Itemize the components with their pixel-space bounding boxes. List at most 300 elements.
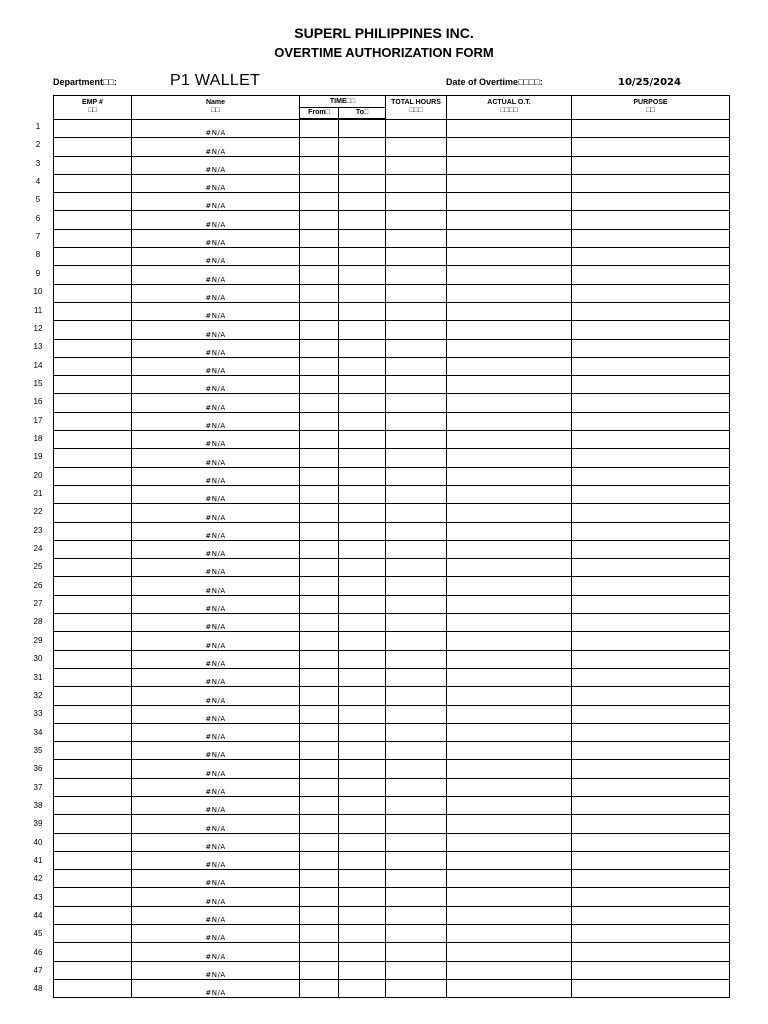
from-cell[interactable]	[300, 778, 339, 796]
name-cell[interactable]: #N/A	[132, 284, 300, 302]
to-cell[interactable]	[339, 851, 386, 869]
to-cell[interactable]	[339, 504, 386, 522]
to-cell[interactable]	[339, 321, 386, 339]
to-cell[interactable]	[339, 248, 386, 266]
purpose-cell[interactable]	[572, 284, 730, 302]
total-hours-cell[interactable]	[386, 357, 447, 375]
actual-ot-cell[interactable]	[447, 119, 572, 138]
actual-ot-cell[interactable]	[447, 943, 572, 961]
name-cell[interactable]: #N/A	[132, 925, 300, 943]
to-cell[interactable]	[339, 174, 386, 192]
from-cell[interactable]	[300, 266, 339, 284]
to-cell[interactable]	[339, 760, 386, 778]
to-cell[interactable]	[339, 796, 386, 814]
to-cell[interactable]	[339, 778, 386, 796]
from-cell[interactable]	[300, 870, 339, 888]
actual-ot-cell[interactable]	[447, 540, 572, 558]
actual-ot-cell[interactable]	[447, 925, 572, 943]
from-cell[interactable]	[300, 961, 339, 979]
actual-ot-cell[interactable]	[447, 431, 572, 449]
name-cell[interactable]: #N/A	[132, 906, 300, 924]
from-cell[interactable]	[300, 705, 339, 723]
from-cell[interactable]	[300, 156, 339, 174]
name-cell[interactable]: #N/A	[132, 412, 300, 430]
purpose-cell[interactable]	[572, 833, 730, 851]
from-cell[interactable]	[300, 229, 339, 247]
from-cell[interactable]	[300, 559, 339, 577]
emp-cell[interactable]	[54, 211, 132, 229]
emp-cell[interactable]	[54, 577, 132, 595]
purpose-cell[interactable]	[572, 906, 730, 924]
emp-cell[interactable]	[54, 778, 132, 796]
from-cell[interactable]	[300, 796, 339, 814]
to-cell[interactable]	[339, 979, 386, 997]
actual-ot-cell[interactable]	[447, 668, 572, 686]
emp-cell[interactable]	[54, 229, 132, 247]
total-hours-cell[interactable]	[386, 687, 447, 705]
from-cell[interactable]	[300, 943, 339, 961]
purpose-cell[interactable]	[572, 302, 730, 320]
to-cell[interactable]	[339, 522, 386, 540]
purpose-cell[interactable]	[572, 870, 730, 888]
from-cell[interactable]	[300, 376, 339, 394]
purpose-cell[interactable]	[572, 668, 730, 686]
actual-ot-cell[interactable]	[447, 705, 572, 723]
purpose-cell[interactable]	[572, 485, 730, 503]
to-cell[interactable]	[339, 376, 386, 394]
actual-ot-cell[interactable]	[447, 193, 572, 211]
emp-cell[interactable]	[54, 925, 132, 943]
to-cell[interactable]	[339, 119, 386, 138]
name-cell[interactable]: #N/A	[132, 961, 300, 979]
purpose-cell[interactable]	[572, 376, 730, 394]
total-hours-cell[interactable]	[386, 412, 447, 430]
from-cell[interactable]	[300, 668, 339, 686]
total-hours-cell[interactable]	[386, 138, 447, 156]
purpose-cell[interactable]	[572, 595, 730, 613]
actual-ot-cell[interactable]	[447, 851, 572, 869]
emp-cell[interactable]	[54, 815, 132, 833]
name-cell[interactable]: #N/A	[132, 394, 300, 412]
to-cell[interactable]	[339, 833, 386, 851]
from-cell[interactable]	[300, 833, 339, 851]
emp-cell[interactable]	[54, 888, 132, 906]
purpose-cell[interactable]	[572, 229, 730, 247]
to-cell[interactable]	[339, 906, 386, 924]
emp-cell[interactable]	[54, 851, 132, 869]
name-cell[interactable]: #N/A	[132, 266, 300, 284]
purpose-cell[interactable]	[572, 979, 730, 997]
to-cell[interactable]	[339, 870, 386, 888]
actual-ot-cell[interactable]	[447, 614, 572, 632]
from-cell[interactable]	[300, 284, 339, 302]
emp-cell[interactable]	[54, 302, 132, 320]
emp-cell[interactable]	[54, 961, 132, 979]
actual-ot-cell[interactable]	[447, 266, 572, 284]
purpose-cell[interactable]	[572, 577, 730, 595]
emp-cell[interactable]	[54, 248, 132, 266]
from-cell[interactable]	[300, 174, 339, 192]
name-cell[interactable]: #N/A	[132, 888, 300, 906]
name-cell[interactable]: #N/A	[132, 815, 300, 833]
actual-ot-cell[interactable]	[447, 888, 572, 906]
from-cell[interactable]	[300, 687, 339, 705]
total-hours-cell[interactable]	[386, 302, 447, 320]
actual-ot-cell[interactable]	[447, 687, 572, 705]
name-cell[interactable]: #N/A	[132, 138, 300, 156]
purpose-cell[interactable]	[572, 467, 730, 485]
total-hours-cell[interactable]	[386, 119, 447, 138]
purpose-cell[interactable]	[572, 614, 730, 632]
total-hours-cell[interactable]	[386, 888, 447, 906]
emp-cell[interactable]	[54, 668, 132, 686]
total-hours-cell[interactable]	[386, 778, 447, 796]
to-cell[interactable]	[339, 614, 386, 632]
total-hours-cell[interactable]	[386, 614, 447, 632]
name-cell[interactable]: #N/A	[132, 614, 300, 632]
to-cell[interactable]	[339, 668, 386, 686]
purpose-cell[interactable]	[572, 357, 730, 375]
from-cell[interactable]	[300, 925, 339, 943]
total-hours-cell[interactable]	[386, 815, 447, 833]
total-hours-cell[interactable]	[386, 174, 447, 192]
total-hours-cell[interactable]	[386, 961, 447, 979]
emp-cell[interactable]	[54, 540, 132, 558]
actual-ot-cell[interactable]	[447, 321, 572, 339]
emp-cell[interactable]	[54, 119, 132, 138]
name-cell[interactable]: #N/A	[132, 943, 300, 961]
name-cell[interactable]: #N/A	[132, 979, 300, 997]
from-cell[interactable]	[300, 394, 339, 412]
to-cell[interactable]	[339, 687, 386, 705]
emp-cell[interactable]	[54, 614, 132, 632]
actual-ot-cell[interactable]	[447, 467, 572, 485]
actual-ot-cell[interactable]	[447, 723, 572, 741]
name-cell[interactable]: #N/A	[132, 540, 300, 558]
actual-ot-cell[interactable]	[447, 833, 572, 851]
name-cell[interactable]: #N/A	[132, 449, 300, 467]
total-hours-cell[interactable]	[386, 229, 447, 247]
name-cell[interactable]: #N/A	[132, 851, 300, 869]
actual-ot-cell[interactable]	[447, 174, 572, 192]
total-hours-cell[interactable]	[386, 376, 447, 394]
purpose-cell[interactable]	[572, 174, 730, 192]
emp-cell[interactable]	[54, 485, 132, 503]
emp-cell[interactable]	[54, 522, 132, 540]
to-cell[interactable]	[339, 467, 386, 485]
total-hours-cell[interactable]	[386, 339, 447, 357]
name-cell[interactable]: #N/A	[132, 742, 300, 760]
from-cell[interactable]	[300, 979, 339, 997]
total-hours-cell[interactable]	[386, 431, 447, 449]
to-cell[interactable]	[339, 943, 386, 961]
name-cell[interactable]: #N/A	[132, 339, 300, 357]
from-cell[interactable]	[300, 321, 339, 339]
to-cell[interactable]	[339, 723, 386, 741]
to-cell[interactable]	[339, 357, 386, 375]
to-cell[interactable]	[339, 412, 386, 430]
to-cell[interactable]	[339, 815, 386, 833]
purpose-cell[interactable]	[572, 778, 730, 796]
total-hours-cell[interactable]	[386, 449, 447, 467]
purpose-cell[interactable]	[572, 961, 730, 979]
actual-ot-cell[interactable]	[447, 906, 572, 924]
actual-ot-cell[interactable]	[447, 394, 572, 412]
total-hours-cell[interactable]	[386, 851, 447, 869]
from-cell[interactable]	[300, 614, 339, 632]
actual-ot-cell[interactable]	[447, 156, 572, 174]
purpose-cell[interactable]	[572, 742, 730, 760]
to-cell[interactable]	[339, 339, 386, 357]
from-cell[interactable]	[300, 449, 339, 467]
actual-ot-cell[interactable]	[447, 248, 572, 266]
total-hours-cell[interactable]	[386, 650, 447, 668]
actual-ot-cell[interactable]	[447, 815, 572, 833]
to-cell[interactable]	[339, 888, 386, 906]
total-hours-cell[interactable]	[386, 668, 447, 686]
to-cell[interactable]	[339, 485, 386, 503]
total-hours-cell[interactable]	[386, 979, 447, 997]
emp-cell[interactable]	[54, 906, 132, 924]
purpose-cell[interactable]	[572, 888, 730, 906]
to-cell[interactable]	[339, 229, 386, 247]
total-hours-cell[interactable]	[386, 248, 447, 266]
name-cell[interactable]: #N/A	[132, 431, 300, 449]
emp-cell[interactable]	[54, 760, 132, 778]
actual-ot-cell[interactable]	[447, 742, 572, 760]
total-hours-cell[interactable]	[386, 211, 447, 229]
name-cell[interactable]: #N/A	[132, 778, 300, 796]
name-cell[interactable]: #N/A	[132, 668, 300, 686]
emp-cell[interactable]	[54, 376, 132, 394]
from-cell[interactable]	[300, 339, 339, 357]
name-cell[interactable]: #N/A	[132, 705, 300, 723]
purpose-cell[interactable]	[572, 687, 730, 705]
total-hours-cell[interactable]	[386, 540, 447, 558]
total-hours-cell[interactable]	[386, 504, 447, 522]
purpose-cell[interactable]	[572, 705, 730, 723]
from-cell[interactable]	[300, 522, 339, 540]
emp-cell[interactable]	[54, 321, 132, 339]
purpose-cell[interactable]	[572, 540, 730, 558]
emp-cell[interactable]	[54, 193, 132, 211]
name-cell[interactable]: #N/A	[132, 687, 300, 705]
from-cell[interactable]	[300, 485, 339, 503]
from-cell[interactable]	[300, 302, 339, 320]
name-cell[interactable]: #N/A	[132, 357, 300, 375]
actual-ot-cell[interactable]	[447, 339, 572, 357]
emp-cell[interactable]	[54, 504, 132, 522]
emp-cell[interactable]	[54, 284, 132, 302]
purpose-cell[interactable]	[572, 412, 730, 430]
actual-ot-cell[interactable]	[447, 760, 572, 778]
emp-cell[interactable]	[54, 266, 132, 284]
actual-ot-cell[interactable]	[447, 559, 572, 577]
actual-ot-cell[interactable]	[447, 961, 572, 979]
emp-cell[interactable]	[54, 559, 132, 577]
from-cell[interactable]	[300, 248, 339, 266]
name-cell[interactable]: #N/A	[132, 760, 300, 778]
emp-cell[interactable]	[54, 357, 132, 375]
purpose-cell[interactable]	[572, 851, 730, 869]
to-cell[interactable]	[339, 211, 386, 229]
total-hours-cell[interactable]	[386, 156, 447, 174]
purpose-cell[interactable]	[572, 211, 730, 229]
total-hours-cell[interactable]	[386, 705, 447, 723]
emp-cell[interactable]	[54, 632, 132, 650]
from-cell[interactable]	[300, 412, 339, 430]
actual-ot-cell[interactable]	[447, 595, 572, 613]
from-cell[interactable]	[300, 467, 339, 485]
total-hours-cell[interactable]	[386, 742, 447, 760]
from-cell[interactable]	[300, 119, 339, 138]
total-hours-cell[interactable]	[386, 760, 447, 778]
name-cell[interactable]: #N/A	[132, 229, 300, 247]
purpose-cell[interactable]	[572, 156, 730, 174]
to-cell[interactable]	[339, 540, 386, 558]
total-hours-cell[interactable]	[386, 943, 447, 961]
total-hours-cell[interactable]	[386, 522, 447, 540]
name-cell[interactable]: #N/A	[132, 796, 300, 814]
from-cell[interactable]	[300, 595, 339, 613]
name-cell[interactable]: #N/A	[132, 485, 300, 503]
name-cell[interactable]: #N/A	[132, 723, 300, 741]
purpose-cell[interactable]	[572, 632, 730, 650]
from-cell[interactable]	[300, 577, 339, 595]
total-hours-cell[interactable]	[386, 321, 447, 339]
purpose-cell[interactable]	[572, 943, 730, 961]
name-cell[interactable]: #N/A	[132, 632, 300, 650]
actual-ot-cell[interactable]	[447, 284, 572, 302]
name-cell[interactable]: #N/A	[132, 376, 300, 394]
purpose-cell[interactable]	[572, 522, 730, 540]
name-cell[interactable]: #N/A	[132, 193, 300, 211]
from-cell[interactable]	[300, 504, 339, 522]
from-cell[interactable]	[300, 540, 339, 558]
emp-cell[interactable]	[54, 650, 132, 668]
total-hours-cell[interactable]	[386, 485, 447, 503]
name-cell[interactable]: #N/A	[132, 174, 300, 192]
actual-ot-cell[interactable]	[447, 650, 572, 668]
from-cell[interactable]	[300, 632, 339, 650]
total-hours-cell[interactable]	[386, 723, 447, 741]
actual-ot-cell[interactable]	[447, 632, 572, 650]
purpose-cell[interactable]	[572, 431, 730, 449]
name-cell[interactable]: #N/A	[132, 156, 300, 174]
from-cell[interactable]	[300, 193, 339, 211]
purpose-cell[interactable]	[572, 119, 730, 138]
to-cell[interactable]	[339, 632, 386, 650]
from-cell[interactable]	[300, 650, 339, 668]
total-hours-cell[interactable]	[386, 870, 447, 888]
from-cell[interactable]	[300, 138, 339, 156]
to-cell[interactable]	[339, 193, 386, 211]
purpose-cell[interactable]	[572, 138, 730, 156]
actual-ot-cell[interactable]	[447, 357, 572, 375]
to-cell[interactable]	[339, 595, 386, 613]
emp-cell[interactable]	[54, 687, 132, 705]
to-cell[interactable]	[339, 156, 386, 174]
purpose-cell[interactable]	[572, 394, 730, 412]
actual-ot-cell[interactable]	[447, 870, 572, 888]
actual-ot-cell[interactable]	[447, 449, 572, 467]
from-cell[interactable]	[300, 760, 339, 778]
emp-cell[interactable]	[54, 870, 132, 888]
purpose-cell[interactable]	[572, 449, 730, 467]
purpose-cell[interactable]	[572, 321, 730, 339]
emp-cell[interactable]	[54, 595, 132, 613]
purpose-cell[interactable]	[572, 193, 730, 211]
to-cell[interactable]	[339, 394, 386, 412]
emp-cell[interactable]	[54, 796, 132, 814]
from-cell[interactable]	[300, 357, 339, 375]
actual-ot-cell[interactable]	[447, 796, 572, 814]
from-cell[interactable]	[300, 906, 339, 924]
total-hours-cell[interactable]	[386, 925, 447, 943]
total-hours-cell[interactable]	[386, 193, 447, 211]
emp-cell[interactable]	[54, 138, 132, 156]
to-cell[interactable]	[339, 925, 386, 943]
from-cell[interactable]	[300, 431, 339, 449]
actual-ot-cell[interactable]	[447, 778, 572, 796]
from-cell[interactable]	[300, 815, 339, 833]
name-cell[interactable]: #N/A	[132, 467, 300, 485]
name-cell[interactable]: #N/A	[132, 595, 300, 613]
total-hours-cell[interactable]	[386, 394, 447, 412]
purpose-cell[interactable]	[572, 925, 730, 943]
name-cell[interactable]: #N/A	[132, 119, 300, 138]
emp-cell[interactable]	[54, 394, 132, 412]
emp-cell[interactable]	[54, 833, 132, 851]
purpose-cell[interactable]	[572, 339, 730, 357]
from-cell[interactable]	[300, 851, 339, 869]
from-cell[interactable]	[300, 723, 339, 741]
from-cell[interactable]	[300, 211, 339, 229]
name-cell[interactable]: #N/A	[132, 211, 300, 229]
name-cell[interactable]: #N/A	[132, 504, 300, 522]
actual-ot-cell[interactable]	[447, 979, 572, 997]
purpose-cell[interactable]	[572, 760, 730, 778]
total-hours-cell[interactable]	[386, 833, 447, 851]
emp-cell[interactable]	[54, 174, 132, 192]
purpose-cell[interactable]	[572, 723, 730, 741]
name-cell[interactable]: #N/A	[132, 321, 300, 339]
to-cell[interactable]	[339, 138, 386, 156]
name-cell[interactable]: #N/A	[132, 302, 300, 320]
purpose-cell[interactable]	[572, 796, 730, 814]
to-cell[interactable]	[339, 302, 386, 320]
emp-cell[interactable]	[54, 742, 132, 760]
to-cell[interactable]	[339, 266, 386, 284]
actual-ot-cell[interactable]	[447, 376, 572, 394]
total-hours-cell[interactable]	[386, 266, 447, 284]
to-cell[interactable]	[339, 577, 386, 595]
to-cell[interactable]	[339, 705, 386, 723]
emp-cell[interactable]	[54, 979, 132, 997]
to-cell[interactable]	[339, 961, 386, 979]
to-cell[interactable]	[339, 449, 386, 467]
actual-ot-cell[interactable]	[447, 412, 572, 430]
to-cell[interactable]	[339, 284, 386, 302]
actual-ot-cell[interactable]	[447, 485, 572, 503]
actual-ot-cell[interactable]	[447, 577, 572, 595]
total-hours-cell[interactable]	[386, 577, 447, 595]
to-cell[interactable]	[339, 431, 386, 449]
emp-cell[interactable]	[54, 705, 132, 723]
to-cell[interactable]	[339, 742, 386, 760]
actual-ot-cell[interactable]	[447, 229, 572, 247]
emp-cell[interactable]	[54, 467, 132, 485]
